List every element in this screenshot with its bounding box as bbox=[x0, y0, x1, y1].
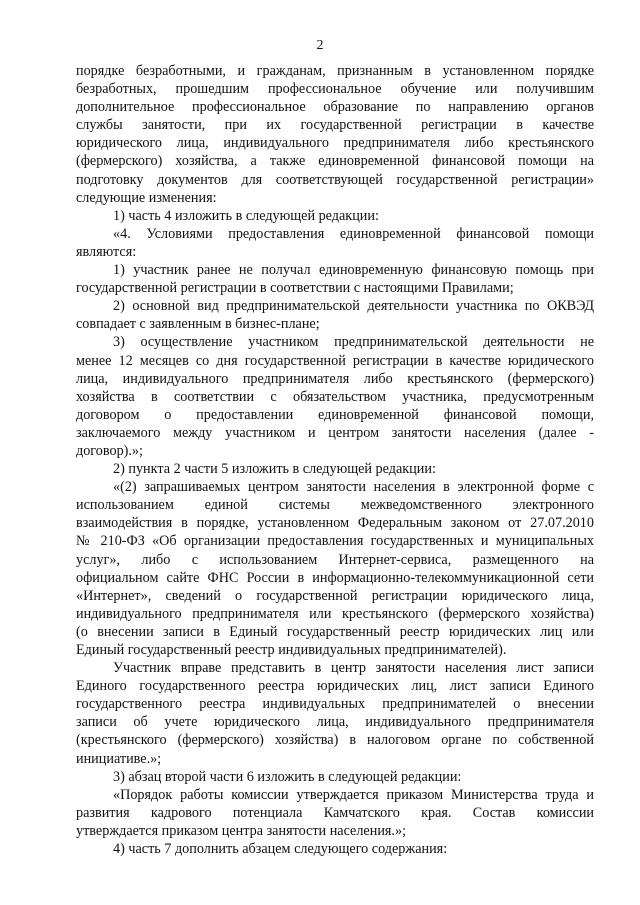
text-line: совпадает с заявленным в бизнес-плане; bbox=[76, 316, 320, 333]
text-line: (крестьянского (фермерского) хозяйства) в налоговом органе по собственной bbox=[76, 732, 594, 749]
page-number: 2 bbox=[316, 38, 324, 53]
text-line: официальном сайте ФНС России в информационно-телекоммуникационной сети bbox=[76, 569, 594, 586]
text-line: (о внесении записи в Единый государственный реестр юридических лиц или bbox=[76, 623, 594, 640]
text-line: «Интернет», сведений о государственной регистрации юридического лица, bbox=[76, 587, 594, 604]
text-line: 1) участник ранее не получал единовременную финансовую помощь при bbox=[113, 262, 594, 279]
text-line: (фермерского) хозяйства, а также единовременной финансовой помощи на bbox=[76, 153, 594, 170]
text-line: услуг», либо с использованием Интернет-сервиса, размещенного на bbox=[76, 551, 594, 568]
text-line: «4. Условиями предоставления единовременной финансовой помощи bbox=[113, 225, 594, 242]
text-line: договором о предоставлении единовременной финансовой помощи, bbox=[76, 406, 594, 423]
text-line: индивидуального предпринимателя или крестьянского (фермерского хозяйства) bbox=[76, 605, 594, 622]
text-line: лица, индивидуального предпринимателя либо крестьянского (фермерского) bbox=[76, 370, 594, 387]
text-line: 4) часть 7 дополнить абзацем следующего содержания: bbox=[113, 841, 448, 858]
document-body bbox=[76, 62, 594, 858]
text-line: подготовку документов для соответствующей государственной регистрации» bbox=[76, 171, 594, 188]
text-line: использованием единой системы межведомственного электронного bbox=[76, 497, 594, 514]
text-line: заключаемого между участником и центром занятости населения (далее - bbox=[76, 424, 594, 441]
text-line: дополнительное профессиональное образование по направлению органов bbox=[76, 99, 594, 116]
text-line: развития кадрового потенциала Камчатского края. Состав комиссии bbox=[76, 804, 594, 821]
text-line: записи об учете юридического лица, индивидуального предпринимателя bbox=[76, 714, 594, 731]
text-line: Единый государственный реестр индивидуальных предпринимателей). bbox=[76, 642, 507, 658]
text-line: Участник вправе представить в центр занятости населения лист записи bbox=[113, 660, 594, 677]
text-line: государственного реестра индивидуальных предпринимателей о внесении bbox=[76, 696, 594, 713]
text-line: менее 12 месяцев со дня государственной регистрации в качестве юридического bbox=[76, 352, 594, 369]
text-line: государственной регистрации в соответствии с настоящими Правилами; bbox=[76, 280, 514, 297]
text-line: 2) основной вид предпринимательской деятельности участника по ОКВЭД bbox=[113, 298, 594, 315]
text-line: договор).»; bbox=[76, 442, 143, 459]
text-line: являются: bbox=[76, 243, 137, 260]
text-line: утверждается приказом центра занятости населения.»; bbox=[76, 822, 407, 839]
text-line: «(2) запрашиваемых центром занятости населения в электронной форме с bbox=[113, 479, 594, 496]
text-line: взаимодействия в порядке, установленном Федеральным законом от 27.07.2010 bbox=[76, 515, 594, 532]
text-line: порядке безработными, и гражданам, признанным в установленном порядке bbox=[76, 63, 594, 79]
text-line: безработных, прошедшим профессиональное обучение или получившим bbox=[76, 81, 594, 98]
text-line: 2) пункта 2 части 5 изложить в следующей редакции: bbox=[113, 461, 436, 478]
text-line: инициативе.»; bbox=[76, 750, 162, 767]
text-line: 3) осуществление участником предпринимательской деятельности не bbox=[113, 334, 594, 351]
text-line: следующие изменения: bbox=[76, 189, 217, 206]
text-line: 1) часть 4 изложить в следующей редакции: bbox=[113, 207, 379, 224]
text-line: Единого государственного реестра юридических лиц, лист записи Единого bbox=[76, 678, 594, 695]
text-line: 3) абзац второй части 6 изложить в следующей редакции: bbox=[113, 768, 462, 785]
text-line: «Порядок работы комиссии утверждается приказом Министерства труда и bbox=[113, 786, 594, 803]
text-line: службы занятости, при их государственной регистрации в качестве bbox=[76, 117, 594, 134]
text-line: хозяйства в соответствии с обязательством участника, предусмотренным bbox=[76, 388, 594, 405]
text-line: юридического лица, индивидуального предпринимателя либо крестьянского bbox=[76, 135, 594, 152]
text-line: № 210-ФЗ «Об организации предоставления государственных и муниципальных bbox=[76, 533, 594, 550]
